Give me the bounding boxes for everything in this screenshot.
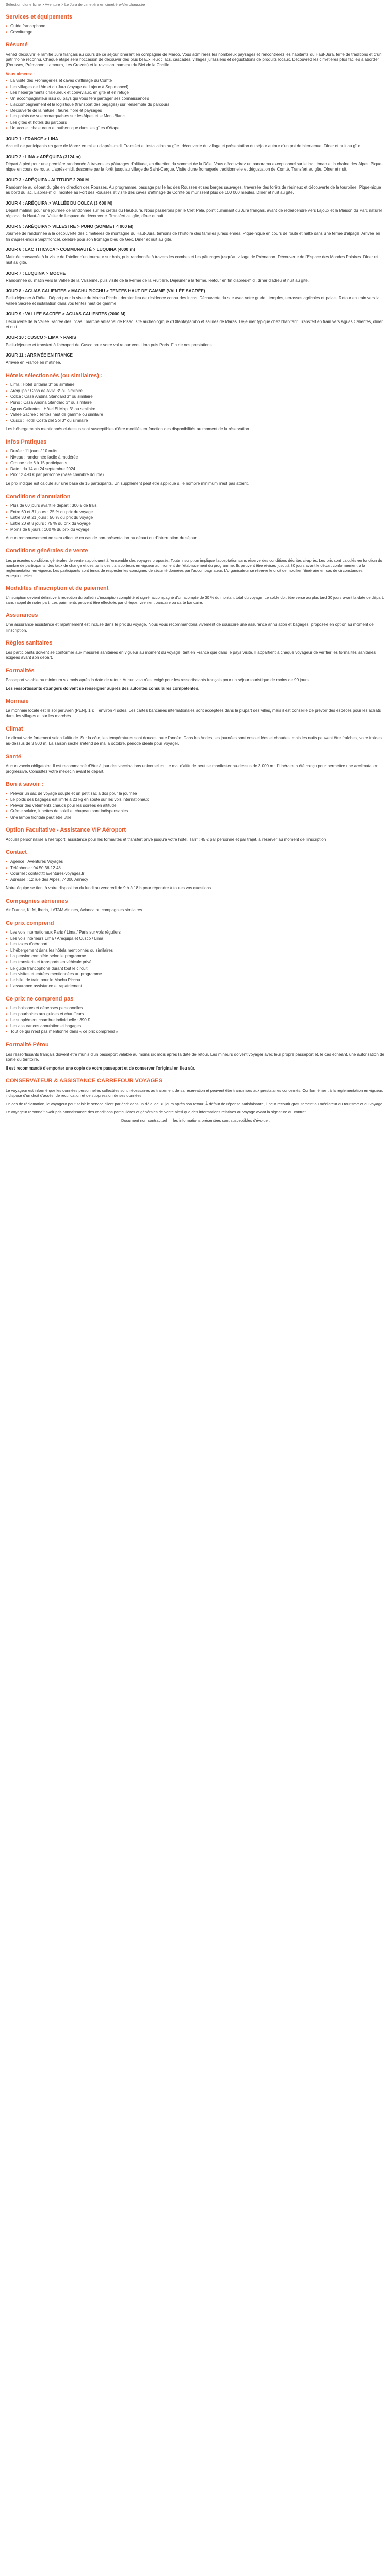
climate-title: Climat	[6, 725, 23, 732]
day-text: Départ à pied pour une première randonnée à travers les pâturages d'altitude, en direction du sommet de la Dôle. Vous découvrirez un panorama exceptionnel sur le lac Léman et la chaîne des Alpes. Pique-nique en cours de route. L'après-midi, descente par la forêt jusqu'au village de Saint-Cergue. Visite d'une fromagerie traditionnelle et dégustation de Comté. Transfert au gîte. Dîner et nuit.	[6, 161, 383, 172]
list-item: ■ Prix : 2 490 € par personne (base chambre double)	[6, 472, 385, 478]
list-item: ■ Les boissons et dépenses personnelles	[6, 1006, 385, 1011]
price-list	[6, 449, 385, 478]
money-text: La monnaie locale est le sol péruvien (PEN). 1 € = environ 4 soles. Les cartes bancaires internationales sont acceptées dans la plupart des villes, mais il est conseillé de prévoir des espèces pour les achats dans les villages et sur les marchés.	[6, 708, 381, 719]
list-item: ■ L'accompagnement et la logistique (transport des bagages) sur l'ensemble du parcours	[6, 102, 385, 108]
form-title: Formalité Pérou	[6, 1042, 49, 1048]
list-item: ■ Covoiturage	[6, 30, 385, 36]
list-item: ■ Les gîtes et hôtels du parcours	[6, 120, 385, 126]
list-item: ■ Vallée Sacrée : Tentes haut de gamme ou similaire	[6, 412, 385, 418]
excludes-title: Ce prix ne comprend pas	[6, 995, 74, 1002]
day-text: Petit-déjeuner et transfert à l'aéroport de Cusco pour votre vol retour vers Lima puis Paris. Fin de nos prestations.	[6, 342, 213, 347]
includes-list	[6, 930, 385, 989]
list-item: ■ Les vols intérieurs Lima / Arequipa et Cusco / Lima	[6, 936, 385, 942]
day-text: Randonnée au départ du gîte en direction des Rousses. Au programme, passage par le lac des Rousses et ses berges sauvages, traversée des forêts de résineux et découverte de la tourbière. Pique-nique au bord du lac. L'après-midi, montée au Fort des Rousses et visite des caves d'affinage de Comté où mûrissent plus de 100 000 meules. Dîner et nuit au gîte.	[6, 184, 381, 195]
list-item: ■ Les transferts et transports en véhicule privé	[6, 960, 385, 965]
list-item: ■ Guide francophone	[6, 24, 385, 29]
list-item: ■ Plus de 60 jours avant le départ : 300 € de frais	[6, 503, 385, 509]
payment-title: Modalités d'inscription et de paiement	[6, 585, 109, 591]
contacts-list	[6, 859, 385, 883]
list-item: ■ L'hébergement dans les hôtels mentionnés ou similaires	[6, 948, 385, 954]
summary-title: Résumé	[6, 42, 28, 48]
list-item: ■ Les pourboires aux guides et chauffeurs	[6, 1012, 385, 1018]
price-title: Infos Pratiques	[6, 438, 47, 445]
hotels-title: Hôtels sélectionnés (ou similaires) :	[6, 372, 103, 379]
day-title: JOUR 6 : LAC TITICACA > COMMUNAUTÉ > LUQUINA (4000 m)	[6, 247, 135, 252]
list-item: ■ Un accompagnateur issu du pays qui vous fera partager ses connaissances	[6, 96, 385, 102]
day-title: JOUR 5 : ARÉQUIPA > VILLESTRE > PUNO (SOMMET 4 900 M)	[6, 224, 134, 229]
payment-text: L'inscription devient définitive à réception du bulletin d'inscription complété et signé, accompagné d'un acompte de 30 % du montant total du voyage. Le solde doit être versé au plus tard 30 jours avant la date de départ, sans rappel de notre part. Les paiements peuvent être effectués par chèque, virement bancaire ou carte bancaire.	[6, 595, 384, 605]
health-title: Santé	[6, 753, 21, 760]
day-text: Départ matinal pour une journée de randonnée sur les crêtes du Haut-Jura. Nous passerons par le Crêt Pela, point culminant du Jura français, avant de redescendre vers Lajoux et la Maison du Parc naturel régional du Haut-Jura. Visite de l'espace de découverte. Transfert au gîte, dîner et nuit.	[6, 208, 382, 218]
price-note: Le prix indiqué est calculé sur une base de 15 participants. Un supplément peut être appliqué si le nombre minimum n'est pas atteint.	[6, 481, 249, 486]
includes-title: Ce prix comprend	[6, 920, 54, 926]
options-title: Option Facultative - Assistance VIP Aéroport	[6, 827, 126, 834]
list-item: ■ Les assurances annulation et bagages	[6, 1024, 385, 1029]
list-item: ■ Tout ce qui n'est pas mentionné dans « ce prix comprend »	[6, 1029, 385, 1035]
list-item: ■ Cusco : Hôtel Costa del Sol 3* ou similaire	[6, 418, 385, 424]
list-item: ■ Lima : Hôtel Britania 3* ou similaire	[6, 382, 385, 388]
list-item: ■ Entre 60 et 31 jours : 25 % du prix du voyage	[6, 510, 385, 515]
list-item: ■ Prévoir des vêtements chauds pour les soirées en altitude	[6, 803, 385, 809]
law-text: En cas de réclamation, le voyageur peut saisir le service client par écrit dans un délai de 30 jours après son retour. À défaut de réponse satisfaisante, il peut recourir gratuitement au médiateur du tourisme et du voyage.	[6, 1101, 384, 1106]
services-title: Services et équipements	[6, 13, 73, 20]
list-item: ■ Les vols internationaux Paris / Lima / Paris sur vols réguliers	[6, 930, 385, 936]
day-text: Matinée consacrée à la visite de l'atelier d'un tourneur sur bois, puis randonnée à travers les combes et les pâturages jusqu'au village de Prémanon. Découverte de l'Espace des Mondes Polaires. Dîner et nuit au gîte.	[6, 255, 378, 265]
options-text: Accueil personnalisé à l'aéroport, assistance pour les formalités et transfert privé jusqu'à votre hôtel. Tarif : 45 € par personne et par trajet, à réserver au moment de l'inscription.	[6, 837, 328, 842]
insurance-text: Une assurance assistance et rapatriement est incluse dans le prix du voyage. Nous vous recommandons vivement de souscrire une assurance annulation et bagages, proposée en option au moment de l'inscription.	[6, 622, 374, 633]
day-text: Accueil de participants en gare de Morez en milieu d'après-midi. Transfert et installation au gîte, découverte du village et présentation du séjour autour d'un pot de bienvenue. Dîner et nuit au gîte.	[6, 144, 362, 149]
form-note: Il est recommandé d'emporter une copie de votre passeport et de conserver l'original en lieu sûr.	[6, 1065, 196, 1071]
list-item: ■ Crème solaire, lunettes de soleil et chapeau sont indispensables	[6, 809, 385, 815]
climate-text: Le climat varie fortement selon l'altitude. Sur la côte, les températures sont douces toute l'année. Dans les Andes, les journées sont ensoleillées et chaudes, mais les nuits peuvent être fraîches, voire froides au-dessus de 3 500 m. La saison sèche s'étend de mai à octobre, période idéale pour voyager.	[6, 736, 382, 746]
day-text: Petit-déjeuner à l'hôtel. Départ pour la visite du Machu Picchu, dernier lieu de résidence connu des Incas. Découverte du site avec votre guide : temples, terrasses agricoles et palais. Retour en train vers la Vallée Sacrée et installation dans vos tentes haut de gamme.	[6, 296, 380, 306]
list-item: ■ Le poids des bagages est limité à 23 kg en soute sur les vols internationaux	[6, 797, 385, 803]
list-item: ■ Entre 30 et 21 jours : 50 % du prix du voyage	[6, 515, 385, 521]
conditions-list	[6, 503, 385, 533]
day-title: JOUR 8 : AGUAS CALIENTES > MACHU PICCHU > TENTES HAUT DE GAMME (VALLÉE SACRÉE)	[6, 288, 205, 294]
list-item: ■ Moins de 8 jours : 100 % du prix du voyage	[6, 527, 385, 533]
day-title: JOUR 3 : ARÉQUIPA - ALTITUDE 2 200 M	[6, 177, 89, 182]
list-item: ■ La pension complète selon le programme	[6, 954, 385, 959]
list-item: ■ Les visites et entrées mentionnées au programme	[6, 972, 385, 977]
services-list	[6, 24, 385, 35]
footer-note: Document non contractuel — les informations présentées sont susceptibles d'évoluer.	[121, 1117, 270, 1123]
list-item: ■ La visite des Fromageries et caves d'affinage du Comté	[6, 78, 385, 84]
list-item: ■ Téléphone : 04 50 36 12 48	[6, 866, 385, 871]
list-item: ■ Le supplément chambre individuelle : 390 €	[6, 1018, 385, 1023]
day-text: Arrivée en France en matinée.	[6, 360, 61, 365]
points-title: Vous aimerez :	[6, 71, 35, 76]
conditions-title: Conditions d'annulation	[6, 493, 71, 500]
formalities-title: Formalités	[6, 667, 35, 674]
list-item: ■ Adresse : 12 rue des Alpes, 74000 Annecy	[6, 877, 385, 883]
health-text: Aucun vaccin obligatoire. Il est recommandé d'être à jour des vaccinations universelles. Le mal d'altitude peut se manifester au-dessus de 3 000 m : l'itinéraire a été conçu pour permettre une acclimatation progressive. Consultez votre médecin avant le départ.	[6, 764, 379, 774]
formalities-text: Passeport valable au minimum six mois après la date de retour. Aucun visa n'est exigé pour les ressortissants français pour un séjour touristique de moins de 90 jours.	[6, 677, 310, 683]
day-text: Randonnée du matin vers la Vallée de la Valserine, puis visite de la Ferme de la Fruitière. Déjeuner à la ferme. Retour en fin d'après-midi, dîner d'adieu et nuit au gîte.	[6, 278, 309, 283]
contacts-note: Notre équipe se tient à votre disposition du lundi au vendredi de 9 h à 18 h pour répondre à toutes vos questions.	[6, 886, 213, 891]
list-item: ■ Les points de vue remarquables sur les Alpes et le Mont-Blanc	[6, 114, 385, 120]
breadcrumb[interactable]: Sélection d'une fiche > Aventure > Le Jura de cimetière en cimetière-Vierchaussée	[6, 2, 145, 7]
day-text: Découverte de la Vallée Sacrée des Incas : marché artisanal de Pisac, site archéologique d'Ollantaytambo et salines de Maras. Déjeuner typique chez l'habitant. Transfert en train vers Aguas Calientes, dîner et nuit.	[6, 319, 383, 330]
partners-title: Compagnies aériennes	[6, 897, 68, 904]
contacts-title: Contact	[6, 849, 27, 856]
list-item: ■ Niveau : randonnée facile à modérée	[6, 455, 385, 461]
list-item: ■ Groupe : de 6 à 15 participants	[6, 461, 385, 466]
list-item: ■ Les villages de l'Ain et du Jura (voyage de Lajoux à Septmoncel)	[6, 84, 385, 90]
list-item: ■ Un accueil chaleureux et authentique dans les gîtes d'étape	[6, 126, 385, 131]
hotels-list	[6, 382, 385, 423]
partners-text: Air France, KLM, Iberia, LATAM Airlines, Avianca ou compagnies similaires.	[6, 908, 143, 913]
list-item: ■ Arequipa : Casa de Avila 3* ou similaire	[6, 388, 385, 394]
list-item: ■ Découverte de la nature : faune, flore et paysages	[6, 108, 385, 114]
day-title: JOUR 4 : ARÉQUIPA > VALLÉE DU COLCA (3 600 M)	[6, 200, 112, 206]
law-title: CONSERVATEUR & ASSISTANCE CARREFOUR VOYAGES	[6, 1078, 162, 1084]
list-item: ■ Durée : 11 jours / 10 nuits	[6, 449, 385, 454]
luggage-list	[6, 791, 385, 821]
list-item: ■ Colca : Casa Andina Standard 3* ou similaire	[6, 394, 385, 400]
formalities-note: Les ressortissants étrangers doivent se renseigner auprès des autorités consulaires compétentes.	[6, 686, 200, 691]
list-item: ■ Une lampe frontale peut être utile	[6, 815, 385, 821]
cgv-text: Les présentes conditions générales de vente s'appliquent à l'ensemble des voyages proposés. Toute inscription implique l'acceptation sans réserve des conditions décrites ci-après. Les prix sont calculés en fonction du nombre de participants, des taux de change et des tarifs des transporteurs en vigueur au moment de l'établissement du programme. Ils peuvent être révisés jusqu'à 30 jours avant le départ conformément à la réglementation en vigueur. Les participants sont tenus de respecter les consignes de sécurité données par l'accompagnateur. L'organisateur se réserve le droit de modifier l'itinéraire en cas de circonstances exceptionnelles.	[6, 557, 382, 578]
rules-text: Les participants doivent se conformer aux mesures sanitaires en vigueur au moment du voyage, tant en France que dans le pays visité. Il appartient à chaque voyageur de vérifier les formalités sanitaires exigées avant son départ.	[6, 650, 376, 660]
day-title: JOUR 11 : ARRIVÉE EN FRANCE	[6, 352, 73, 358]
luggage-title: Bon à savoir :	[6, 781, 43, 788]
list-item: ■ Les hébergements chaleureux et conviviaux, en gîte et en refuge	[6, 90, 385, 96]
day-title: JOUR 1 : FRANCE > LINA	[6, 136, 58, 141]
conditions-note: Aucun remboursement ne sera effectué en cas de non-présentation au départ ou d'interruption du séjour.	[6, 535, 198, 540]
insurance-title: Assurances	[6, 612, 38, 619]
money-title: Monnaie	[6, 698, 29, 705]
list-item: ■ L'assurance assistance et rapatriement	[6, 984, 385, 989]
list-item[interactable]: ■ Courriel : contact@aventures-voyages.fr	[6, 871, 385, 877]
excludes-list	[6, 1006, 385, 1035]
cgv-title: Conditions générales de vente	[6, 548, 88, 554]
rules-title: Règles sanitaires	[6, 640, 53, 647]
list-item: ■ Le guide francophone durant tout le circuit	[6, 966, 385, 972]
document-page	[0, 0, 391, 1129]
list-item: ■ Puno : Casa Andina Standard 3* ou similaire	[6, 400, 385, 406]
hotels-note: Les hébergements mentionnés ci-dessus sont susceptibles d'être modifiés en fonction des disponibilités au moment de la réservation.	[6, 427, 250, 432]
day-title: JOUR 9 : VALLÉE SACRÉE > AGUAS CALIENTES (2000 M)	[6, 311, 126, 317]
form-text: Les ressortissants français doivent être munis d'un passeport valable au moins six mois après la date de retour. Les mineurs doivent voyager avec leur propre passeport et, le cas échéant, une autorisation de sortie du territoire.	[6, 1052, 384, 1062]
list-item: ■ Agence : Aventures Voyages	[6, 859, 385, 865]
day-title: JOUR 2 : LINA > ARÉQUIPA (3124 m)	[6, 154, 81, 159]
day-title: JOUR 7 : LUQUINA > MOCHE	[6, 270, 66, 276]
list-item: ■ Les taxes d'aéroport	[6, 942, 385, 947]
day-text: Journée de randonnée à la découverte des cimetières de montagne du Haut-Jura, témoins de l'histoire des familles jurassiennes. Pique-nique en cours de route et halte dans une ferme d'alpage. Arrivée en fin d'après-midi à Septmoncel, célèbre pour son fromage bleu de Gex. Dîner et nuit au gîte.	[6, 231, 380, 242]
list-item: ■ Prévoir un sac de voyage souple et un petit sac à dos pour la journée	[6, 791, 385, 797]
list-item: ■ Le billet de train pour le Machu Picchu	[6, 978, 385, 984]
law-text: Le voyageur reconnaît avoir pris connaissance des conditions particulières et générales de vente ainsi que des informations relatives au voyage avant la signature du contrat.	[6, 1109, 307, 1114]
list-item: ■ Date : du 14 au 24 septembre 2024	[6, 467, 385, 472]
list-item: ■ Entre 20 et 8 jours : 75 % du prix du voyage	[6, 521, 385, 527]
law-text: Le voyageur est informé que les données personnelles collectées sont nécessaires au traitement de sa réservation et peuvent être transmises aux prestataires concernés. Conformément à la réglementation en vigueur, il dispose d'un droit d'accès, de rectification et de suppression de ses données.	[6, 1088, 383, 1098]
day-title: JOUR 10 : CUSCO > LIMA > PARIS	[6, 334, 76, 340]
summary-text: Venez découvrir le ramifié Jura français au cours de ce séjour itinérant en compagnie de Marco. Vous admirerez les nombreux paysages et rencontrerez les habitants du Haut-Jura, terre de traditions et d'un patrimoine reconnu. Chaque étape sera l'occasion de découvrir des plus beaux lieux : lacs, cascades, villages jurassiens et dégustations de produits locaux. Découvrez les cimetières plus faciles à aborder (Rousses, Prémanon, Lamoura, Les Crozets) et le ravissant hameau du Bief de la Chaille.	[6, 52, 382, 67]
list-item: ■ Aguas Calientes : Hôtel El Mapi 3* ou similaire	[6, 406, 385, 412]
points-list	[6, 78, 385, 131]
